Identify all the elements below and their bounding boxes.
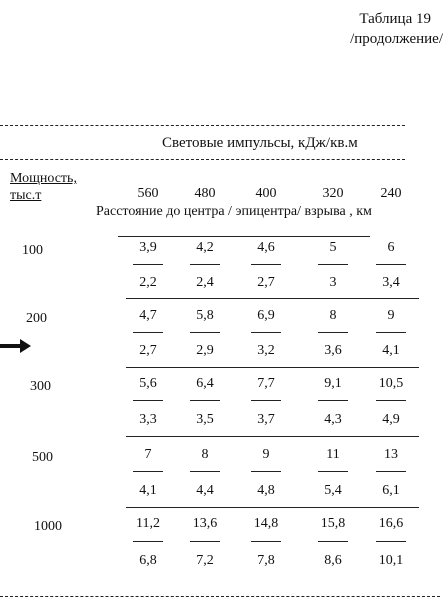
table-cell: 4,9 [382,412,400,427]
fraction-line [251,541,281,542]
table-cell: 5,8 [196,308,214,323]
table-cell: 3,5 [196,412,214,427]
table-cell: 4,8 [257,483,275,498]
table-cell: 6,8 [139,553,157,568]
subheader-rule [118,236,370,237]
column-header-5: 240 [380,186,402,201]
fraction-line [376,332,406,333]
arrow-right-icon [0,338,32,354]
power-value: 1000 [34,519,62,534]
table-cell: 3,7 [257,412,275,427]
table-cell: 2,4 [196,275,214,290]
power-value: 100 [22,243,43,258]
fraction-line [376,471,406,472]
table-cell: 8 [201,447,209,462]
table-cell: 4,2 [196,240,214,255]
table-cell: 4,4 [196,483,214,498]
header-rule [0,159,405,160]
table-cell: 8,6 [324,553,342,568]
fraction-line [376,541,406,542]
table-cell: 6,1 [382,483,400,498]
table-cell: 2,9 [196,343,214,358]
distance-subheader: Расстояние до центра / эпицентра/ взрыва , км [96,204,372,219]
row-divider [126,507,419,508]
table-cell: 4,6 [257,240,275,255]
table-cell: 3,2 [257,343,275,358]
table-cell: 7,2 [196,553,214,568]
fraction-line [251,332,281,333]
fraction-line [133,264,163,265]
table-cell: 6 [387,240,395,255]
fraction-line [376,264,406,265]
table-cell: 16,6 [378,516,404,531]
table-cell: 3,9 [139,240,157,255]
power-value: 300 [30,379,51,394]
table-cell: 9 [387,308,395,323]
table-cell: 2,7 [139,343,157,358]
fraction-line [133,471,163,472]
fraction-line [190,400,220,401]
fraction-line [190,264,220,265]
fraction-line [376,400,406,401]
table-cell: 4,1 [382,343,400,358]
table-cell: 4,1 [139,483,157,498]
fraction-line [318,264,348,265]
table-cell: 9,1 [324,376,342,391]
table-title: Таблица 19 [359,11,431,27]
table-cell: 10,5 [378,376,404,391]
table-cell: 6,4 [196,376,214,391]
column-header-2: 480 [194,186,216,201]
column-header-1: 560 [137,186,159,201]
table-cell: 6,9 [257,308,275,323]
table-cell: 5 [329,240,337,255]
fraction-line [318,400,348,401]
fraction-line [251,471,281,472]
table-cell: 15,8 [320,516,346,531]
table-cell: 11,2 [136,516,160,531]
table-cell: 7,7 [257,376,275,391]
fraction-line [133,541,163,542]
table-cell: 5,6 [139,376,157,391]
row-divider [126,436,419,437]
fraction-line [318,541,348,542]
fraction-line [190,332,220,333]
table-cell: 3 [329,275,337,290]
row-divider [126,298,419,299]
power-value: 500 [32,450,53,465]
fraction-line [251,400,281,401]
column-header-4: 320 [322,186,344,201]
table-cell: 4,3 [324,412,342,427]
table-cell: 3,6 [324,343,342,358]
fraction-line [133,400,163,401]
fraction-line [251,264,281,265]
table-cell: 3,4 [382,275,400,290]
top-rule [0,125,405,126]
column-group-title: Световые импульсы, кДж/кв.м [162,135,358,151]
table-cell: 7 [144,447,152,462]
fraction-line [190,541,220,542]
column-header-3: 400 [255,186,277,201]
fraction-line [318,332,348,333]
table-cell: 2,7 [257,275,275,290]
table-cell: 14,8 [253,516,279,531]
row-header-power: Мощность, [10,171,77,186]
table-cell: 7,8 [257,553,275,568]
fraction-line [318,471,348,472]
table-continuation: /продолжение/ [350,31,443,47]
table-cell: 4,7 [139,308,157,323]
table-cell: 9 [262,447,270,462]
table-cell: 5,4 [324,483,342,498]
fraction-line [190,471,220,472]
table-cell: 11 [326,447,340,462]
table-cell: 13,6 [192,516,218,531]
table-cell: 8 [329,308,337,323]
fraction-line [133,332,163,333]
table-cell: 2,2 [139,275,157,290]
table-cell: 3,3 [139,412,157,427]
bottom-rule [0,596,440,597]
row-header-unit: тыс.т [10,188,42,203]
row-divider [126,367,419,368]
power-value: 200 [26,311,47,326]
table-cell: 13 [384,447,398,462]
table-cell: 10,1 [378,553,404,568]
